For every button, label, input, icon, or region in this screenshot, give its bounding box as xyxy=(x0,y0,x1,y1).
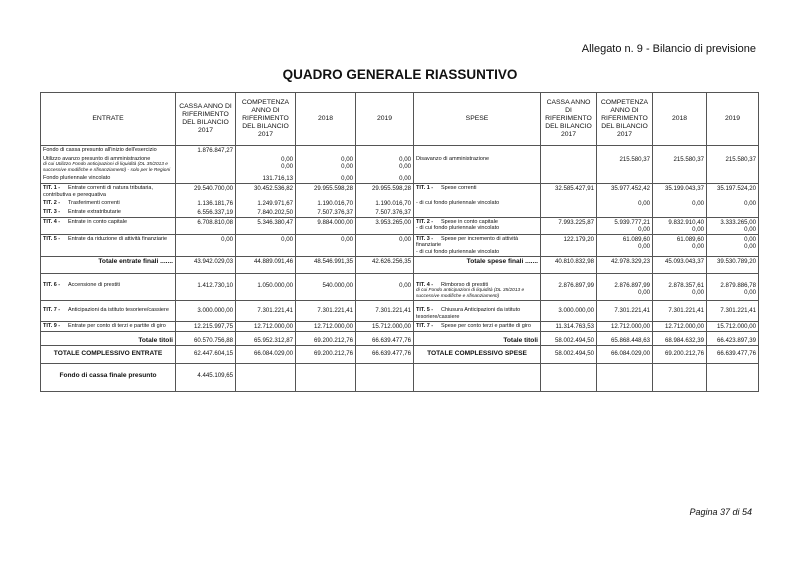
amount-cell: 58.002.494,50 xyxy=(541,331,597,346)
label-cell xyxy=(41,155,176,174)
cell-text: 0,00 xyxy=(341,163,353,170)
label-cell xyxy=(296,146,356,156)
cell-text: Spese in conto capitale xyxy=(441,218,498,225)
cell-text: 0,00 xyxy=(638,225,650,233)
cell-text: Chiusura Anticipazioni da istituto tesoriere/cassiere xyxy=(416,307,521,320)
amount-cell xyxy=(653,217,707,234)
cell-text: Trasferimenti correnti xyxy=(68,199,120,206)
row-fpv xyxy=(41,174,759,184)
cell-text: 0,00 xyxy=(692,242,704,250)
label-cell xyxy=(176,174,236,184)
amount-cell: 35.199.043,37 xyxy=(653,184,707,199)
label-cell xyxy=(597,174,653,184)
label-cell: Fondo pluriennale vincolato xyxy=(41,174,176,184)
title-code: TIT. 2 - xyxy=(43,199,61,206)
title-code: TIT. 5 - xyxy=(43,235,61,242)
cell-text: 0,00 xyxy=(744,225,756,233)
cell-text: Entrate correnti di natura tributaria, contributiva e perequativa xyxy=(43,185,153,198)
cell-text: 0,00 xyxy=(341,156,353,163)
amount-cell: 44.889.091,46 xyxy=(236,256,296,273)
amount-cell: 43.942.029,03 xyxy=(176,256,236,273)
amount-cell: 66.639.477,76 xyxy=(356,346,414,364)
amount-cell: 29.540.700,00 xyxy=(176,184,236,199)
cell-text: Entrate per conto di terzi e partite di giro xyxy=(68,322,166,329)
cell-text: Spese correnti xyxy=(441,185,477,192)
amount-cell: 9.884.000,00 xyxy=(296,217,356,234)
label-cell: Totale entrate finali ....... xyxy=(41,256,176,273)
amount-cell: 6.708.810,08 xyxy=(176,217,236,234)
label-cell xyxy=(707,174,759,184)
amount-cell xyxy=(597,217,653,234)
title-code: TIT. 7 - xyxy=(43,307,61,314)
label-cell xyxy=(653,174,707,184)
row-tit7 xyxy=(41,301,759,322)
amount-cell: 7.301.221,41 xyxy=(707,301,759,322)
amount-cell: 122.179,20 xyxy=(541,234,597,256)
amount-cell xyxy=(597,273,653,300)
amount-cell: 4.445.109,65 xyxy=(176,364,236,392)
row-fondo-cassa xyxy=(41,146,759,156)
amount-cell: 1.136.181,76 xyxy=(176,199,236,208)
amount-cell: 131.716,13 xyxy=(236,174,296,184)
cell-text: 2.876.897,99 xyxy=(614,281,650,289)
amount-cell: 68.984.632,39 xyxy=(653,331,707,346)
amount-cell: 12.215.997,75 xyxy=(176,321,236,331)
amount-cell: 30.452.536,82 xyxy=(236,184,296,199)
amount-cell: 0,00 xyxy=(296,234,356,256)
amount-cell: 32.585.427,91 xyxy=(541,184,597,199)
amount-cell: 66.423.897,39 xyxy=(707,331,759,346)
title-code: TIT. 9 - xyxy=(43,322,61,329)
label-cell xyxy=(653,146,707,156)
cell-text: 0,00 xyxy=(399,156,411,163)
cell-text: 0,00 xyxy=(638,242,650,250)
amount-cell: 1.876.847,27 xyxy=(176,146,236,156)
cell-text: - di cui fondo pluriennale vincolato xyxy=(416,248,500,255)
amount-cell: 0,00 xyxy=(176,234,236,256)
row-tit3 xyxy=(41,208,759,218)
label-cell xyxy=(597,146,653,156)
label-cell xyxy=(356,146,414,156)
col-comp-s: COMPETENZA ANNO DI RIFERIMENTO DEL BILANCIO 2017 xyxy=(597,93,653,146)
amount-cell: 1.249.971,67 xyxy=(236,199,296,208)
cell-text: 9.832.910,40 xyxy=(668,218,704,226)
label-cell: Totale spese finali ....... xyxy=(414,256,541,273)
cell-text: 61.089,60 xyxy=(676,235,704,243)
cell-text: 0,00 xyxy=(744,242,756,250)
cell-text: 0,00 xyxy=(692,288,704,296)
amount-cell: 35.197.524,20 xyxy=(707,184,759,199)
amount-cell xyxy=(597,234,653,256)
amount-cell: 0,00 xyxy=(597,199,653,208)
amount-cell: 2.876.897,99 xyxy=(541,273,597,300)
label-cell xyxy=(414,174,541,184)
amount-cell: 0,00 xyxy=(653,199,707,208)
label-cell xyxy=(236,146,296,156)
header-row xyxy=(41,93,759,146)
amount-cell: 69.200.212,76 xyxy=(296,346,356,364)
amount-cell: 3.953.265,00 xyxy=(356,217,414,234)
cell-text: di cui Fondo anticipazioni di liquidità (DL 35/2013 e successive modifiche e rifinanziamenti) xyxy=(416,288,525,299)
cell-text: Spese per incremento di attività finanziarie xyxy=(416,235,519,249)
cell-text: di cui Utilizzo Fondo anticipazioni di liquidità (DL 35/2013 e successive modifiche e rifinanziamenti) - solo per le Regioni xyxy=(43,162,171,173)
label-cell: Totale titoli xyxy=(414,331,541,346)
col-2018-s: 2018 xyxy=(653,93,707,146)
amount-cell: 3.000.000,00 xyxy=(176,301,236,322)
amount-cell: 29.955.598,28 xyxy=(356,184,414,199)
col-2019-s: 2019 xyxy=(707,93,759,146)
title-code: TIT. 3 - xyxy=(416,235,434,242)
cell-text: Entrate extratributarie xyxy=(68,208,121,215)
title-code: TIT. 1 - xyxy=(43,185,61,192)
label-cell xyxy=(41,217,176,234)
row-tit2 xyxy=(41,199,759,208)
amount-cell: 0,00 xyxy=(296,174,356,184)
amount-cell: 11.314.763,53 xyxy=(541,321,597,331)
label-cell xyxy=(414,208,541,218)
amount-cell: 7.301.221,41 xyxy=(597,301,653,322)
cell-text: 0,00 xyxy=(281,156,293,163)
amount-cell xyxy=(236,155,296,174)
title-code: TIT. 1 - xyxy=(416,185,434,192)
amount-cell: 1.050.000,00 xyxy=(236,273,296,300)
label-cell: Disavanzo di amministrazione xyxy=(414,155,541,174)
title-code: TIT. 4 - xyxy=(416,281,434,288)
cell-text: 5.939.777,21 xyxy=(614,218,650,226)
label-cell xyxy=(707,146,759,156)
label-cell xyxy=(707,208,759,218)
amount-cell: 3.000.000,00 xyxy=(541,301,597,322)
amount-cell: 7.301.221,41 xyxy=(236,301,296,322)
cell-text: 0,00 xyxy=(744,235,756,243)
amount-cell: 66.084.029,00 xyxy=(597,346,653,364)
amount-cell xyxy=(707,217,759,234)
label-cell xyxy=(541,208,597,218)
amount-cell: 7.301.221,41 xyxy=(356,301,414,322)
amount-cell: 39.530.789,20 xyxy=(707,256,759,273)
label-cell: Fondo di cassa presunto all'inizio dell'esercizio xyxy=(41,146,176,156)
amount-cell: 7.301.221,41 xyxy=(653,301,707,322)
label-cell xyxy=(41,208,176,218)
row-tit9 xyxy=(41,321,759,331)
col-cassa-s: CASSA ANNO DI RIFERIMENTO DEL BILANCIO 2017 xyxy=(541,93,597,146)
label-cell xyxy=(414,184,541,199)
amount-cell xyxy=(653,273,707,300)
row-tit4 xyxy=(41,217,759,234)
label-cell xyxy=(41,273,176,300)
amount-cell: 540.000,00 xyxy=(296,273,356,300)
label-cell xyxy=(41,199,176,208)
label-cell xyxy=(236,364,296,392)
amount-cell: 48.546.991,35 xyxy=(296,256,356,273)
cell-text: 61.089,60 xyxy=(622,235,650,243)
label-cell xyxy=(414,146,541,156)
col-entrate: ENTRATE xyxy=(41,93,176,146)
amount-cell: 65.868.448,63 xyxy=(597,331,653,346)
label-cell xyxy=(541,146,597,156)
row-totale-finali xyxy=(41,256,759,273)
title-code: TIT. 5 - xyxy=(416,307,434,314)
label-cell xyxy=(653,208,707,218)
amount-cell: 69.200.212,76 xyxy=(296,331,356,346)
amount-cell: 0,00 xyxy=(356,174,414,184)
amount-cell xyxy=(356,155,414,174)
amount-cell: 66.084.029,00 xyxy=(236,346,296,364)
amount-cell: 5.346.380,47 xyxy=(236,217,296,234)
label-cell xyxy=(296,364,356,392)
amount-cell: 0,00 xyxy=(356,234,414,256)
label-cell: Totale titoli xyxy=(41,331,176,346)
label-cell xyxy=(597,364,653,392)
cell-text: 0,00 xyxy=(399,163,411,170)
row-totale-titoli xyxy=(41,331,759,346)
col-spese: SPESE xyxy=(414,93,541,146)
amount-cell: 15.712.000,00 xyxy=(356,321,414,331)
label-cell xyxy=(176,155,236,174)
amount-cell: 0,00 xyxy=(356,273,414,300)
cell-text: Entrate da riduzione di attività finanziarie xyxy=(68,235,168,242)
col-2018-e: 2018 xyxy=(296,93,356,146)
amount-cell: 0,00 xyxy=(236,234,296,256)
cell-text: Entrate in conto capitale xyxy=(68,218,128,225)
title-code: TIT. 6 - xyxy=(43,281,61,288)
cell-text: Utilizzo avanzo presunto di amministrazione xyxy=(43,156,151,162)
col-2019-e: 2019 xyxy=(356,93,414,146)
amount-cell xyxy=(653,234,707,256)
label-cell xyxy=(541,155,597,174)
cell-text: Spese per conto terzi e partite di giro xyxy=(441,322,531,329)
amount-cell: 7.301.221,41 xyxy=(296,301,356,322)
label-cell: - di cui fondo pluriennale vincolato xyxy=(414,199,541,208)
amount-cell: 6.556.337,19 xyxy=(176,208,236,218)
page-number: Pagina 37 di 54 xyxy=(689,507,752,517)
title-code: TIT. 4 - xyxy=(43,218,61,225)
amount-cell: 215.580,37 xyxy=(597,155,653,174)
label-cell xyxy=(41,301,176,322)
amount-cell xyxy=(707,273,759,300)
cell-text: Rimborso di prestiti xyxy=(441,281,489,288)
page-title: QUADRO GENERALE RIASSUNTIVO xyxy=(282,67,518,82)
amount-cell: 1.190.016,70 xyxy=(356,199,414,208)
amount-cell: 215.580,37 xyxy=(707,155,759,174)
label-cell xyxy=(541,174,597,184)
amount-cell: 7.507.376,37 xyxy=(356,208,414,218)
col-cassa-e: CASSA ANNO DI RIFERIMENTO DEL BILANCIO 2017 xyxy=(176,93,236,146)
cell-text: Anticipazioni da istituto tesoriere/cassiere xyxy=(68,307,169,314)
amount-cell: 29.955.598,28 xyxy=(296,184,356,199)
amount-cell: 58.002.494,50 xyxy=(541,346,597,364)
amount-cell: 12.712.000,00 xyxy=(236,321,296,331)
cell-text: 0,00 xyxy=(744,288,756,296)
amount-cell: 45.093.043,37 xyxy=(653,256,707,273)
summary-table xyxy=(40,92,759,392)
amount-cell: 215.580,37 xyxy=(653,155,707,174)
amount-cell: 1.190.016,70 xyxy=(296,199,356,208)
title-code: TIT. 3 - xyxy=(43,208,61,215)
label-cell xyxy=(541,364,597,392)
amount-cell: 7.840.202,50 xyxy=(236,208,296,218)
label-cell xyxy=(707,364,759,392)
amount-cell: 12.712.000,00 xyxy=(597,321,653,331)
label-cell: TOTALE COMPLESSIVO SPESE xyxy=(414,346,541,364)
amount-cell: 12.712.000,00 xyxy=(296,321,356,331)
label-cell xyxy=(414,217,541,234)
cell-text: Accensione di prestiti xyxy=(68,281,120,288)
cell-text: 2.878.357,61 xyxy=(668,281,704,289)
amount-cell: 62.447.604,15 xyxy=(176,346,236,364)
amount-cell: 60.570.756,88 xyxy=(176,331,236,346)
label-cell xyxy=(356,364,414,392)
amount-cell: 65.952.312,87 xyxy=(236,331,296,346)
label-cell xyxy=(414,321,541,331)
row-tit6 xyxy=(41,273,759,300)
label-cell xyxy=(414,301,541,322)
title-code: TIT. 7 - xyxy=(416,322,434,329)
amount-cell: 1.412.730,10 xyxy=(176,273,236,300)
row-totale-complessivo xyxy=(41,346,759,364)
cell-text: 0,00 xyxy=(638,288,650,296)
amount-cell: 42.626.256,35 xyxy=(356,256,414,273)
row-tit1 xyxy=(41,184,759,199)
amount-cell: 66.639.477,76 xyxy=(356,331,414,346)
label-cell xyxy=(414,273,541,300)
amount-cell: 7.507.376,37 xyxy=(296,208,356,218)
label-cell xyxy=(653,364,707,392)
amount-cell: 42.978.329,23 xyxy=(597,256,653,273)
label-cell: Fondo di cassa finale presunto xyxy=(41,364,176,392)
title-code: TIT. 2 - xyxy=(416,218,434,225)
label-cell xyxy=(414,364,541,392)
annex-label: Allegato n. 9 - Bilancio di previsione xyxy=(581,43,756,55)
amount-cell: 12.712.000,00 xyxy=(653,321,707,331)
label-cell xyxy=(41,184,176,199)
row-fondo-finale xyxy=(41,364,759,392)
amount-cell xyxy=(707,234,759,256)
label-cell xyxy=(41,234,176,256)
amount-cell: 40.810.832,98 xyxy=(541,256,597,273)
amount-cell: 7.993.225,87 xyxy=(541,217,597,234)
cell-text: 3.333.265,00 xyxy=(720,218,756,226)
amount-cell: 66.639.477,76 xyxy=(707,346,759,364)
label-cell xyxy=(541,199,597,208)
amount-cell xyxy=(296,155,356,174)
label-cell xyxy=(41,321,176,331)
amount-cell: 15.712.000,00 xyxy=(707,321,759,331)
amount-cell: 69.200.212,76 xyxy=(653,346,707,364)
row-tit5 xyxy=(41,234,759,256)
col-comp-e: COMPETENZA ANNO DI RIFERIMENTO DEL BILANCIO 2017 xyxy=(236,93,296,146)
cell-text: - di cui fondo pluriennale vincolato xyxy=(416,225,500,232)
label-cell: TOTALE COMPLESSIVO ENTRATE xyxy=(41,346,176,364)
label-cell xyxy=(414,234,541,256)
cell-text: 0,00 xyxy=(281,163,293,170)
label-cell xyxy=(597,208,653,218)
cell-text: 0,00 xyxy=(692,225,704,233)
cell-text: 2.879.886,78 xyxy=(720,281,756,289)
amount-cell: 35.977.452,42 xyxy=(597,184,653,199)
amount-cell: 0,00 xyxy=(707,199,759,208)
row-avanzo xyxy=(41,155,759,174)
